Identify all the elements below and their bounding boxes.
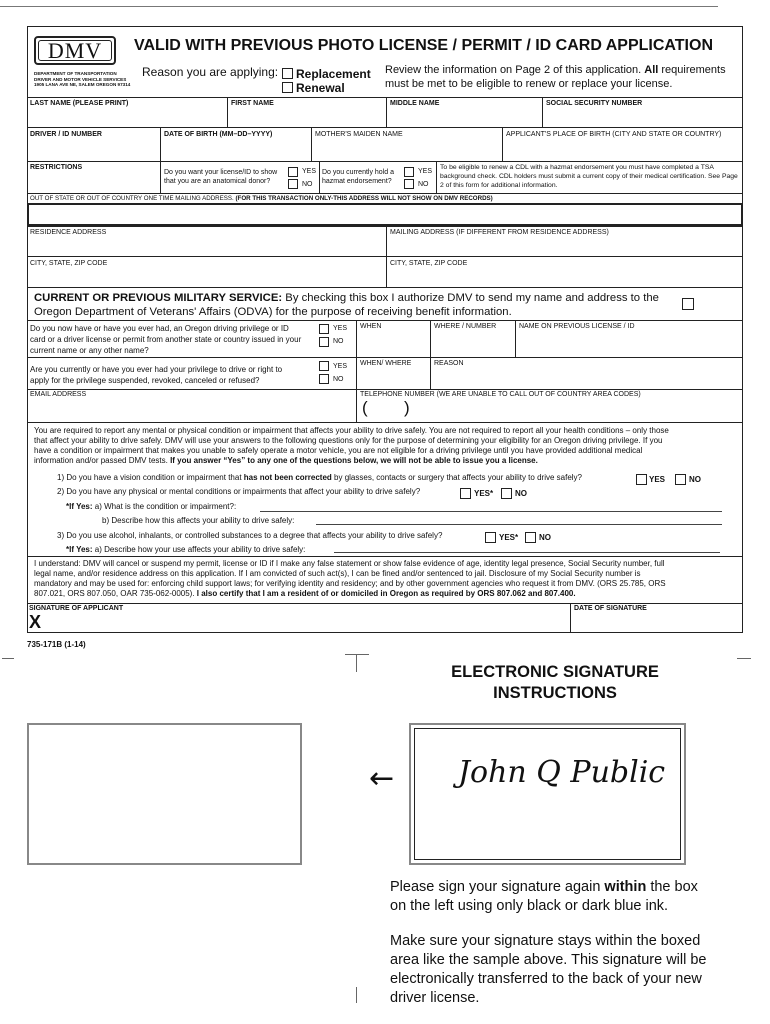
- medical-intro-line: You are required to report any mental or physical condition or impairment that affects your ability to drive safely. You are not required to report all your health conditions – only those: [34, 426, 669, 435]
- q1-text: 1) Do you have a vision condition or impairment that: [57, 473, 244, 482]
- crop-mark: [345, 654, 369, 655]
- history-q1-line: card or a driver license or permit from another state or country issued in your: [30, 335, 302, 344]
- agency-line: DRIVER AND MOTOR VEHICLE SERVICES: [34, 76, 127, 82]
- medical-intro-line: that affect your ability to drive safely. DMV will use your answers to the following questions only for the purpose of determining your eligibility for an Oregon driving privilege. If you: [34, 436, 663, 445]
- military-title: CURRENT OR PREVIOUS MILITARY SERVICE:: [34, 292, 283, 304]
- q1-text: by glasses, contacts or surgery that affects your ability to drive safely?: [331, 473, 582, 482]
- one-time-address-box[interactable]: [27, 203, 743, 226]
- review-all: All: [644, 64, 659, 76]
- crop-mark: [2, 658, 14, 659]
- reason-label-field: REASON: [434, 360, 464, 367]
- donor-question: [164, 169, 277, 186]
- donor-no-label: NO: [302, 181, 313, 188]
- agency-line: DEPARTMENT OF TRANSPORTATION: [34, 71, 117, 76]
- arrow-left-icon: ←: [369, 761, 395, 796]
- oos-text-bold: (FOR THIS TRANSACTION ONLY-THIS ADDRESS WILL NOT SHOW ON DMV RECORDS): [235, 195, 493, 202]
- military-line: By checking this box I authorize DMV to send my name and address to the: [282, 292, 659, 304]
- city-label-residence: CITY, STATE, ZIP CODE: [30, 260, 108, 267]
- q2-no-checkbox[interactable]: [501, 488, 512, 499]
- oos-text: OUT OF STATE OR OUT OF COUNTRY ONE TIME MAILING ADDRESS.: [30, 195, 236, 202]
- esig-instruction-1: [390, 878, 730, 916]
- cert-line: legal name, and/or residence address on this application. If I am convicted of such act(s), I can be fined and/or sentenced to jail. Disclosure of my Social Security number is: [34, 569, 641, 578]
- medical-intro-line: [34, 456, 738, 466]
- name-ssn-row-input[interactable]: [27, 103, 743, 127]
- donor-yes-label: YES: [302, 168, 317, 175]
- history-q1-no-checkbox[interactable]: [319, 337, 329, 347]
- ifyes-bold: *If Yes:: [66, 502, 93, 511]
- history-q1-line: Do you now have or have you ever had, an Oregon driving privilege or ID: [30, 324, 289, 333]
- hazmat-yes-label: YES: [418, 168, 433, 175]
- mailing-label: MAILING ADDRESS (IF DIFFERENT FROM RESIDENCE ADDRESS): [390, 229, 609, 236]
- top-rule: [0, 6, 718, 7]
- q2b-text: b) Describe how this affects your ability to drive safely:: [102, 516, 295, 525]
- hazmat-q-line: Do you currently hold a: [322, 169, 394, 176]
- donor-q-line: that you are an anatomical donor?: [164, 177, 271, 185]
- q1-yes-checkbox[interactable]: [636, 474, 647, 485]
- q3-no-label: NO: [539, 533, 551, 542]
- review-text: must be met to be eligible to renew or replace your license.: [385, 78, 673, 90]
- crop-mark: [356, 654, 357, 672]
- esig-line: [390, 878, 730, 897]
- esig-instruction-2: [390, 932, 730, 1008]
- history-q2-yes-label: YES: [333, 363, 348, 370]
- where-number-label: WHERE / NUMBER: [434, 323, 497, 330]
- q3-ifyes: [66, 545, 305, 555]
- history-question-2: [30, 364, 282, 386]
- cert-line: I understand: DMV will cancel or suspend my permit, license or ID if I make any false statement or show false evidence of age, identity legal presence, Social Security number, full: [34, 559, 665, 568]
- esig-bold: within: [604, 879, 647, 895]
- date-of-signature-label: DATE OF SIGNATURE: [574, 605, 647, 612]
- birthplace-label: APPLICANT'S PLACE OF BIRTH (CITY AND STATE OR COUNTRY): [506, 131, 722, 138]
- history-q2-yes-checkbox[interactable]: [319, 361, 329, 371]
- history-q1-no-label: NO: [333, 338, 344, 345]
- cert-line: [34, 589, 738, 599]
- medical-q3: 3) Do you use alcohol, inhalants, or controlled substances to a degree that affects your ability to drive safely?: [57, 531, 443, 540]
- q2-yes-label: YES*: [474, 489, 494, 498]
- history-q1-line: current name or any other name?: [30, 346, 149, 355]
- maiden-name-label: MOTHER'S MAIDEN NAME: [315, 131, 403, 138]
- sample-signature-inner: [414, 728, 681, 860]
- q2b-answer-line[interactable]: [316, 524, 722, 525]
- q1-no-checkbox[interactable]: [675, 474, 686, 485]
- esig-title-line: ELECTRONIC SIGNATURE: [451, 663, 659, 681]
- review-text: requirements: [658, 64, 726, 76]
- replacement-label: Replacement: [296, 67, 371, 81]
- medical-intro: [34, 426, 738, 466]
- cert-bold: I also certify that I am a resident of or domiciled in Oregon as required by ORS 807.062 and 807.400.: [196, 589, 576, 598]
- hazmat-note: To be eligible to renew a CDL with a hazmat endorsement you must have completed a TSA background check. CDL holders must submit a current copy of their medical certification. See Page 2 of this form for additional information.: [440, 164, 738, 189]
- last-name-label: LAST NAME (PLEASE PRINT): [30, 100, 129, 107]
- donor-q-line: Do you want your license/ID to show: [164, 169, 278, 176]
- esig-text: the box: [646, 879, 698, 895]
- renewal-label: Renewal: [296, 81, 345, 95]
- when-label: WHEN: [360, 323, 382, 330]
- signature-capture-box[interactable]: [27, 723, 302, 865]
- medical-q1: [57, 473, 582, 483]
- q3a-answer-line[interactable]: [334, 552, 720, 553]
- history-q1-yes-label: YES: [333, 325, 348, 332]
- city-label-mailing: CITY, STATE, ZIP CODE: [390, 260, 468, 267]
- military-line: Oregon Department of Veterans' Affairs (ODVA) for the purpose of receiving benefit information.: [34, 305, 512, 318]
- q2-ifyes: [66, 502, 236, 512]
- q1-yes-label: YES: [649, 475, 666, 484]
- military-service-text: [34, 292, 659, 319]
- form-title: VALID WITH PREVIOUS PHOTO LICENSE / PERMIT / ID CARD APPLICATION: [134, 37, 713, 54]
- q1-bold: has not been corrected: [243, 473, 332, 482]
- signature-x: X: [29, 612, 42, 632]
- medical-intro-text: information and/or passed DMV tests.: [34, 456, 171, 465]
- signature-label: SIGNATURE OF APPLICANT: [29, 605, 124, 612]
- medical-q2: 2) Do you have any physical or mental conditions or impairments that affect your ability to drive safely?: [57, 487, 421, 496]
- q2a-answer-line[interactable]: [260, 511, 722, 512]
- form-number: 735-171B (1-14): [27, 640, 86, 649]
- sample-signature: John Q Public: [458, 755, 666, 790]
- crop-mark: [356, 987, 357, 1003]
- previous-name-label: NAME ON PREVIOUS LICENSE / ID: [519, 323, 635, 330]
- restrictions-label: RESTRICTIONS: [30, 164, 83, 171]
- oos-address-label: [30, 195, 493, 204]
- ifyes-bold: *If Yes:: [66, 545, 93, 554]
- q3-yes-label: YES*: [499, 533, 519, 542]
- q1-no-label: NO: [689, 475, 701, 484]
- review-text: Review the information on Page 2 of this application.: [385, 64, 645, 76]
- signature-field[interactable]: [48, 612, 566, 632]
- reason-label: Reason you are applying:: [142, 65, 279, 79]
- phone-label: TELEPHONE NUMBER (WE ARE UNABLE TO CALL OUT OF COUNTRY AREA CODES): [360, 391, 641, 398]
- hazmat-no-checkbox[interactable]: [404, 179, 414, 189]
- hazmat-q-line: hazmat endorsement?: [322, 177, 392, 185]
- hazmat-no-label: NO: [418, 181, 429, 188]
- agency-line: 1905 LANA AVE NE, SALEM OREGON 97314: [34, 82, 131, 88]
- residence-label: RESIDENCE ADDRESS: [30, 229, 107, 236]
- medical-intro-line: have a condition or impairment that makes you unable to safely operate a motor vehicle, you are not eligible for a driving privilege until you have provided additional medical: [34, 446, 643, 455]
- medical-intro-bold: If you answer “Yes” to any one of the questions below, we will not be able to issue you a license.: [170, 456, 538, 465]
- certification-text: [34, 559, 738, 599]
- hazmat-yes-checkbox[interactable]: [404, 167, 414, 177]
- esig-line: driver license.: [390, 990, 480, 1006]
- q3a-text: a) Describe how your use affects your ability to drive safely:: [94, 545, 306, 554]
- esig-line: electronically transferred to the back of your new: [390, 971, 702, 987]
- area-code-open: (: [362, 398, 368, 417]
- q3-no-checkbox[interactable]: [525, 532, 536, 543]
- hazmat-question: [322, 169, 394, 186]
- cert-text: 807.021, ORS 807.050, OAR 735-062-0005).: [34, 589, 197, 598]
- when-where-label: WHEN/ WHERE: [360, 360, 412, 367]
- cert-line: mandatory and may be used for: enforcing child support laws; for verifying identity and residency; and by other government agencies who request it from DMV. (ORS 25.785, ORS: [34, 579, 666, 588]
- crop-mark: [737, 658, 751, 659]
- area-code-close: ): [404, 398, 410, 417]
- esig-line: area like the sample above. This signature will be: [390, 952, 707, 968]
- esig-line: on the left using only black or dark blue ink.: [390, 898, 669, 914]
- donor-no-checkbox[interactable]: [288, 179, 298, 189]
- q2-yes-checkbox[interactable]: [460, 488, 471, 499]
- middle-name-label: MIDDLE NAME: [390, 100, 440, 107]
- dmv-logo-text: DMV: [38, 40, 112, 61]
- q2-no-label: NO: [515, 489, 527, 498]
- esig-text: Please sign your signature again: [390, 879, 605, 895]
- history-question-1: [30, 323, 301, 356]
- history-q1-yes-checkbox[interactable]: [319, 324, 329, 334]
- history-q2-no-label: NO: [333, 376, 344, 383]
- q3-yes-checkbox[interactable]: [485, 532, 496, 543]
- history-q2-no-checkbox[interactable]: [319, 374, 329, 384]
- esig-line: Make sure your signature stays within the boxed: [390, 933, 701, 949]
- email-label: EMAIL ADDRESS: [30, 391, 87, 398]
- ssn-label: SOCIAL SECURITY NUMBER: [546, 100, 643, 107]
- military-checkbox[interactable]: [682, 298, 694, 310]
- esig-title-line: INSTRUCTIONS: [493, 684, 617, 702]
- donor-yes-checkbox[interactable]: [288, 167, 298, 177]
- history-q2-line: Are you currently or have you ever had your privilege to drive or right to: [30, 365, 283, 374]
- dob-label: DATE OF BIRTH (MM–DD–YYYY): [164, 131, 273, 138]
- q2a-text: a) What is the condition or impairment?:: [94, 502, 237, 511]
- first-name-label: FIRST NAME: [231, 100, 274, 107]
- history-q2-line: apply for the privilege suspended, revoked, canceled or refused?: [30, 376, 260, 385]
- driver-id-label: DRIVER / ID NUMBER: [30, 131, 102, 138]
- esig-title: [400, 662, 710, 704]
